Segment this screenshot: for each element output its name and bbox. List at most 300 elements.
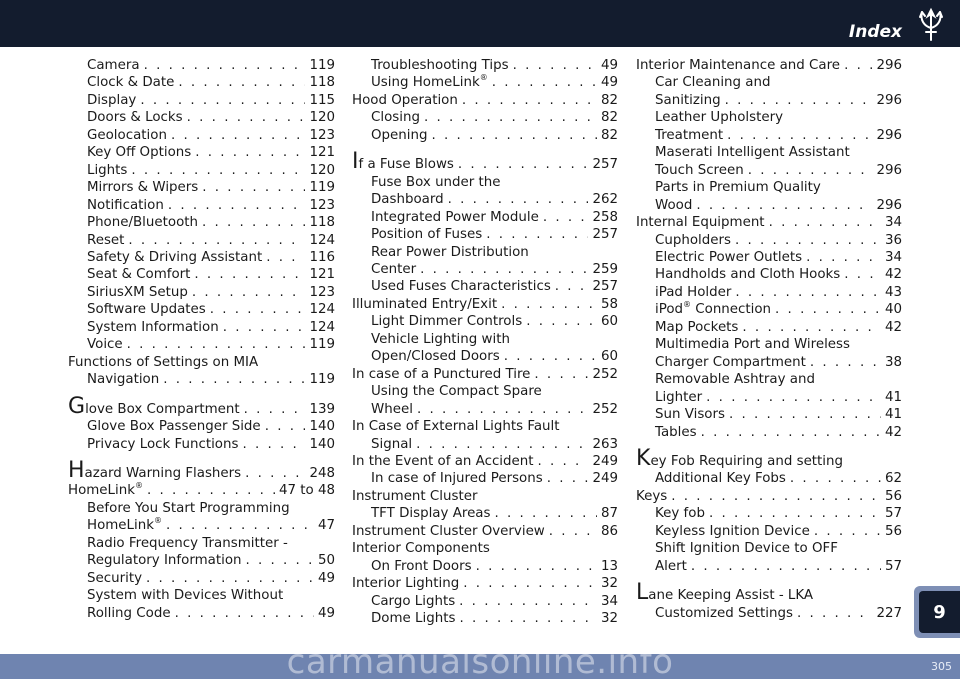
- index-subentry[interactable]: [352, 436, 618, 453]
- entry-text: [371, 261, 416, 278]
- dot-leader: [844, 57, 872, 74]
- entry-text: [87, 336, 123, 353]
- entry-label: Display: [87, 92, 137, 108]
- page-reference[interactable]: 32: [600, 576, 618, 592]
- page-reference[interactable]: 252: [592, 401, 618, 417]
- index-subentry[interactable]: [636, 389, 902, 406]
- index-subentry[interactable]: [68, 587, 335, 604]
- entry-text: [87, 284, 188, 301]
- entry-label: Electric Power Outlets: [655, 249, 803, 265]
- page-reference[interactable]: 41: [884, 389, 902, 405]
- index-entry[interactable]: [636, 580, 902, 606]
- page-reference[interactable]: 120: [309, 162, 335, 178]
- index-subentry[interactable]: [68, 266, 335, 283]
- entry-label: Software Updates: [87, 302, 206, 318]
- index-entry[interactable]: [352, 488, 618, 505]
- page-reference[interactable]: 116: [309, 249, 335, 265]
- index-subentry[interactable]: [636, 505, 902, 522]
- page-reference[interactable]: 43: [884, 284, 902, 300]
- dot-leader: [147, 482, 275, 499]
- index-subentry[interactable]: [352, 57, 618, 74]
- page-reference[interactable]: 249: [592, 453, 618, 469]
- index-subentry[interactable]: [636, 266, 902, 283]
- entry-text: [371, 209, 539, 226]
- entry-text: [371, 593, 455, 610]
- entry-label: ey Fob Requiring and setting: [650, 453, 844, 469]
- index-subentry[interactable]: [68, 301, 335, 318]
- index-subentry[interactable]: [352, 383, 618, 400]
- entry-text: [87, 109, 183, 126]
- dot-leader: [844, 266, 881, 283]
- entry-text: [371, 109, 420, 126]
- dot-leader: [775, 301, 881, 318]
- index-entry[interactable]: [352, 575, 618, 592]
- dot-leader: [194, 266, 305, 283]
- dot-leader: [417, 401, 589, 418]
- entry-label: Interior Lighting: [352, 576, 460, 592]
- entry-label: Camera: [87, 58, 140, 73]
- entry-text: [655, 284, 731, 301]
- index-subentry[interactable]: [68, 109, 335, 126]
- index-subentry[interactable]: [68, 214, 335, 231]
- dot-leader: [725, 92, 873, 109]
- index-subentry[interactable]: [636, 406, 902, 423]
- index-subentry[interactable]: [352, 226, 618, 243]
- index-subentry[interactable]: [636, 144, 902, 161]
- page-reference[interactable]: 263: [592, 436, 618, 452]
- page-reference[interactable]: 49: [600, 75, 618, 91]
- entry-text: [68, 393, 240, 419]
- section-letter: L: [636, 580, 649, 606]
- page-reference[interactable]: 121: [309, 145, 335, 161]
- dot-leader: [420, 261, 588, 278]
- entry-label: Tables: [655, 424, 697, 440]
- entry-label: Multimedia Port and Wireless: [655, 337, 850, 353]
- entry-label: Vehicle Lighting with: [371, 331, 510, 347]
- entry-label: Fuse Box under the: [371, 174, 501, 190]
- entry-label: Sanitizing: [655, 92, 721, 108]
- entry-label: SiriusXM Setup: [87, 284, 188, 300]
- entry-label: Shift Ignition Device to OFF: [655, 541, 838, 557]
- dot-leader: [140, 92, 305, 109]
- index-subentry[interactable]: [352, 127, 618, 144]
- index-subentry[interactable]: [68, 436, 335, 453]
- index-subentry[interactable]: [352, 209, 618, 226]
- entry-label: Troubleshooting Tips: [371, 58, 509, 73]
- index-subentry[interactable]: [68, 535, 335, 552]
- entry-text: [371, 505, 491, 522]
- entry-text: [87, 301, 206, 318]
- trident-logo-icon: [916, 6, 946, 42]
- page-reference[interactable]: 258: [592, 209, 618, 225]
- dot-leader: [416, 436, 588, 453]
- page-reference[interactable]: 124: [309, 232, 335, 248]
- page-reference[interactable]: 296: [876, 127, 902, 143]
- page-reference[interactable]: 62: [884, 471, 902, 487]
- page-reference[interactable]: 119: [309, 180, 335, 196]
- entry-label: TFT Display Areas: [371, 506, 491, 522]
- page-reference[interactable]: 42: [884, 424, 902, 440]
- index-entry[interactable]: [636, 214, 902, 231]
- page-reference[interactable]: 47: [317, 518, 335, 534]
- entry-text: [371, 401, 413, 418]
- page-reference[interactable]: 119: [309, 58, 335, 73]
- page-reference[interactable]: 119: [309, 337, 335, 353]
- page-reference[interactable]: 13: [600, 558, 618, 574]
- index-subentry[interactable]: [68, 57, 335, 74]
- index-subentry[interactable]: [352, 244, 618, 261]
- entry-text: [87, 535, 288, 552]
- index-subentry[interactable]: [68, 284, 335, 301]
- dot-leader: [748, 162, 873, 179]
- entry-text: [352, 575, 459, 592]
- index-subentry[interactable]: [636, 540, 902, 557]
- page-reference[interactable]: 56: [884, 488, 902, 504]
- index-subentry[interactable]: [68, 418, 335, 435]
- dot-leader: [462, 92, 597, 109]
- index-subentry[interactable]: [636, 127, 902, 144]
- entry-label: love Box Compartment: [85, 401, 240, 417]
- page-reference[interactable]: 262: [592, 192, 618, 208]
- page-reference[interactable]: 38: [884, 354, 902, 370]
- page-reference[interactable]: 140: [309, 419, 335, 435]
- index-entry[interactable]: [352, 418, 618, 435]
- index-subentry[interactable]: [352, 278, 618, 295]
- page-reference[interactable]: 257: [592, 227, 618, 243]
- chapter-tab[interactable]: 9: [919, 591, 960, 633]
- index-subentry[interactable]: [352, 174, 618, 191]
- dot-leader: [131, 162, 305, 179]
- dot-leader: [195, 144, 305, 161]
- entry-text: [655, 389, 702, 406]
- entry-text: [87, 266, 190, 283]
- index-subentry[interactable]: [636, 319, 902, 336]
- page-reference[interactable]: 259: [592, 261, 618, 277]
- entry-text: [655, 249, 802, 266]
- entry-text: [636, 488, 667, 505]
- page-reference[interactable]: 248: [309, 465, 335, 481]
- page-reference[interactable]: 227: [876, 605, 902, 621]
- entry-text: [655, 92, 721, 109]
- entry-label: Wheel: [371, 401, 413, 417]
- entry-text: [87, 249, 262, 266]
- dot-leader: [735, 232, 881, 249]
- entry-label: Alert: [655, 558, 687, 574]
- entry-text: [68, 457, 242, 483]
- index-subentry[interactable]: [68, 179, 335, 196]
- page-reference[interactable]: 40: [884, 302, 902, 318]
- index-entry[interactable]: [636, 488, 902, 505]
- page-reference[interactable]: 139: [309, 401, 335, 417]
- index-subentry[interactable]: [352, 109, 618, 126]
- index-entry[interactable]: [68, 482, 335, 499]
- entry-label: Glove Box Passenger Side: [87, 419, 261, 435]
- index-subentry[interactable]: [636, 558, 902, 575]
- index-subentry[interactable]: [352, 558, 618, 575]
- index-subentry[interactable]: [352, 74, 618, 91]
- entry-label: Charger Compartment: [655, 354, 806, 370]
- entry-label: Used Fuses Characteristics: [371, 279, 551, 295]
- index-subentry[interactable]: [636, 605, 902, 622]
- index-entry[interactable]: [636, 57, 902, 74]
- entry-text: [87, 127, 167, 144]
- entry-label: In case of a Punctured Tire: [352, 366, 531, 382]
- index-subentry[interactable]: [636, 336, 902, 353]
- entry-label: Clock & Date: [87, 75, 175, 91]
- entry-label: Wood: [655, 197, 693, 213]
- page-reference[interactable]: 32: [600, 611, 618, 627]
- index-subentry[interactable]: [68, 552, 335, 569]
- entry-label: Customized Settings: [655, 605, 793, 621]
- entry-text: [655, 144, 850, 161]
- entry-label: Instrument Cluster: [352, 488, 478, 504]
- page-reference[interactable]: 82: [600, 110, 618, 126]
- index-entry[interactable]: [352, 523, 618, 540]
- page-reference[interactable]: 82: [600, 127, 618, 143]
- index-subentry[interactable]: [352, 470, 618, 487]
- page-reference[interactable]: 49: [600, 58, 618, 73]
- dot-leader: [192, 284, 306, 301]
- page-reference[interactable]: 296: [876, 58, 902, 73]
- dot-leader: [166, 517, 314, 534]
- page-reference[interactable]: 47 to 48: [278, 483, 335, 499]
- entry-text: [371, 436, 412, 453]
- index-subentry[interactable]: [636, 470, 902, 487]
- index-subentry[interactable]: [68, 336, 335, 353]
- entry-text: [352, 149, 454, 175]
- entry-text: [87, 436, 238, 453]
- index-subentry[interactable]: [352, 331, 618, 348]
- page-reference[interactable]: 50: [317, 553, 335, 569]
- entry-text: [352, 453, 534, 470]
- index-subentry[interactable]: [636, 74, 902, 91]
- entry-text: [352, 523, 545, 540]
- entry-text: [655, 540, 838, 557]
- entry-label: Maserati Intelligent Assistant: [655, 145, 850, 161]
- entry-text: [655, 127, 723, 144]
- index-subentry[interactable]: [68, 197, 335, 214]
- entry-text: [87, 587, 283, 604]
- index-subentry[interactable]: [68, 232, 335, 249]
- index-subentry[interactable]: [636, 284, 902, 301]
- entry-text: [371, 74, 488, 91]
- page-reference[interactable]: 34: [884, 215, 902, 231]
- page-reference[interactable]: 58: [600, 296, 618, 312]
- dot-leader: [814, 523, 881, 540]
- index-entry[interactable]: [68, 457, 335, 483]
- index-subentry[interactable]: [636, 92, 902, 109]
- page-reference[interactable]: 296: [876, 197, 902, 213]
- index-entry[interactable]: [352, 366, 618, 383]
- index-subentry[interactable]: [352, 348, 618, 365]
- entry-label: Leather Upholstery: [655, 110, 784, 126]
- entry-label: Doors & Locks: [87, 110, 183, 126]
- page-reference[interactable]: 123: [309, 284, 335, 300]
- index-entry[interactable]: [352, 296, 618, 313]
- index-subentry[interactable]: [68, 605, 335, 622]
- index-subentry[interactable]: [636, 354, 902, 371]
- page-reference[interactable]: 82: [600, 92, 618, 108]
- index-subentry[interactable]: [352, 505, 618, 522]
- entry-label: On Front Doors: [371, 558, 472, 574]
- registered-mark: ®: [683, 300, 692, 310]
- page-reference[interactable]: 118: [309, 215, 335, 231]
- entry-text: [87, 371, 159, 388]
- entry-label: ane Keeping Assist - LKA: [648, 588, 814, 604]
- entry-text: [87, 144, 191, 161]
- index-subentry[interactable]: [68, 319, 335, 336]
- page-reference[interactable]: 257: [592, 279, 618, 295]
- index-subentry[interactable]: [352, 191, 618, 208]
- page-reference[interactable]: 124: [309, 319, 335, 335]
- index-subentry[interactable]: [68, 500, 335, 517]
- index-subentry[interactable]: [68, 371, 335, 388]
- page-reference[interactable]: 296: [876, 162, 902, 178]
- dot-leader: [706, 389, 881, 406]
- entry-text: [371, 278, 551, 295]
- entry-text: [655, 266, 840, 283]
- index-subentry[interactable]: [68, 162, 335, 179]
- dot-leader: [178, 74, 305, 91]
- page-reference[interactable]: 60: [600, 314, 618, 330]
- entry-label: System Information: [87, 319, 219, 335]
- entry-text: [371, 383, 542, 400]
- page-reference[interactable]: 123: [309, 197, 335, 213]
- page-reference[interactable]: 120: [309, 110, 335, 126]
- page-reference[interactable]: 121: [309, 267, 335, 283]
- dot-leader: [202, 179, 305, 196]
- page-reference[interactable]: 140: [309, 436, 335, 452]
- page-reference[interactable]: 87: [600, 506, 618, 522]
- index-entry[interactable]: [352, 92, 618, 109]
- index-subentry[interactable]: [636, 424, 902, 441]
- section-letter: G: [68, 393, 86, 419]
- index-subentry[interactable]: [352, 610, 618, 627]
- dot-leader: [504, 348, 597, 365]
- index-subentry[interactable]: [636, 523, 902, 540]
- entry-label: Cargo Lights: [371, 593, 456, 609]
- registered-mark: ®: [479, 73, 488, 83]
- entry-label: Handholds and Cloth Hooks: [655, 267, 841, 283]
- entry-label: Radio Frequency Transmitter -: [87, 535, 288, 551]
- index-subentry[interactable]: [636, 162, 902, 179]
- page-reference[interactable]: 86: [600, 523, 618, 539]
- entry-text: [371, 191, 444, 208]
- page-reference[interactable]: 119: [309, 372, 335, 388]
- index-subentry[interactable]: [636, 109, 902, 126]
- entry-label: Internal Equipment: [636, 215, 765, 231]
- index-subentry[interactable]: [68, 144, 335, 161]
- dot-leader: [463, 575, 597, 592]
- entry-label: Sun Visors: [655, 407, 725, 423]
- page-reference[interactable]: 49: [317, 605, 335, 621]
- entry-label: Hood Operation: [352, 92, 458, 108]
- page-reference[interactable]: 296: [876, 92, 902, 108]
- index-subentry[interactable]: [636, 249, 902, 266]
- index-entry[interactable]: [352, 453, 618, 470]
- entry-text: [655, 197, 692, 214]
- entry-label-tail: Connection: [691, 302, 772, 318]
- dot-leader: [210, 301, 306, 318]
- page-reference[interactable]: 56: [884, 523, 902, 539]
- dot-leader: [459, 593, 597, 610]
- entry-label: Interior Maintenance and Care: [636, 58, 841, 73]
- index-subentry[interactable]: [636, 179, 902, 196]
- page-reference[interactable]: 123: [309, 127, 335, 143]
- dot-leader: [266, 249, 305, 266]
- page-reference[interactable]: 124: [309, 302, 335, 318]
- page-reference[interactable]: 34: [600, 593, 618, 609]
- index-subentry[interactable]: [68, 570, 335, 587]
- page-reference[interactable]: 41: [884, 407, 902, 423]
- index-entry[interactable]: [352, 540, 618, 557]
- page-reference[interactable]: 60: [600, 349, 618, 365]
- index-subentry[interactable]: [68, 249, 335, 266]
- page-reference[interactable]: 49: [317, 570, 335, 586]
- page-reference[interactable]: 34: [884, 249, 902, 265]
- entry-text: [655, 162, 744, 179]
- entry-label: Integrated Power Module: [371, 209, 539, 225]
- entry-text: [371, 226, 482, 243]
- dot-leader: [486, 226, 588, 243]
- dot-leader: [459, 610, 597, 627]
- page-reference[interactable]: 257: [592, 157, 618, 173]
- page-reference[interactable]: 57: [884, 558, 902, 574]
- index-subentry[interactable]: [636, 197, 902, 214]
- index-entry[interactable]: [68, 354, 335, 371]
- index-subentry[interactable]: [352, 593, 618, 610]
- entry-text: [87, 92, 136, 109]
- entry-text: [87, 57, 140, 74]
- page-reference[interactable]: 42: [884, 319, 902, 335]
- page-reference[interactable]: 36: [884, 232, 902, 248]
- index-subentry[interactable]: [352, 313, 618, 330]
- page-reference[interactable]: 118: [309, 75, 335, 91]
- index-entry[interactable]: [636, 445, 902, 471]
- dot-leader: [513, 57, 597, 74]
- dot-leader: [549, 523, 597, 540]
- dot-leader: [797, 605, 872, 622]
- dot-leader: [476, 558, 597, 575]
- entry-label: Parts in Premium Quality: [655, 180, 821, 196]
- entry-label: Mirrors & Wipers: [87, 180, 199, 196]
- index-subentry[interactable]: [636, 371, 902, 388]
- page-reference[interactable]: 57: [884, 506, 902, 522]
- entry-label: HomeLink: [87, 518, 154, 534]
- page-reference[interactable]: 249: [592, 471, 618, 487]
- entry-text: [352, 296, 497, 313]
- index-subentry[interactable]: [636, 232, 902, 249]
- index-subentry[interactable]: [68, 74, 335, 91]
- dot-leader: [127, 336, 306, 353]
- page-reference[interactable]: 42: [884, 267, 902, 283]
- index-subentry[interactable]: [68, 92, 335, 109]
- index-subentry[interactable]: [68, 517, 335, 534]
- index-subentry[interactable]: [636, 301, 902, 318]
- index-column-3: [636, 57, 902, 622]
- dot-leader: [543, 209, 589, 226]
- entry-text: [371, 313, 522, 330]
- index-subentry[interactable]: [352, 401, 618, 418]
- dot-leader: [171, 127, 305, 144]
- page-reference[interactable]: 115: [309, 92, 335, 108]
- index-entry[interactable]: [68, 393, 335, 419]
- entry-label: Keyless Ignition Device: [655, 523, 810, 539]
- index-subentry[interactable]: [352, 261, 618, 278]
- page-reference[interactable]: 252: [592, 366, 618, 382]
- index-entry[interactable]: [352, 149, 618, 175]
- index-subentry[interactable]: [68, 127, 335, 144]
